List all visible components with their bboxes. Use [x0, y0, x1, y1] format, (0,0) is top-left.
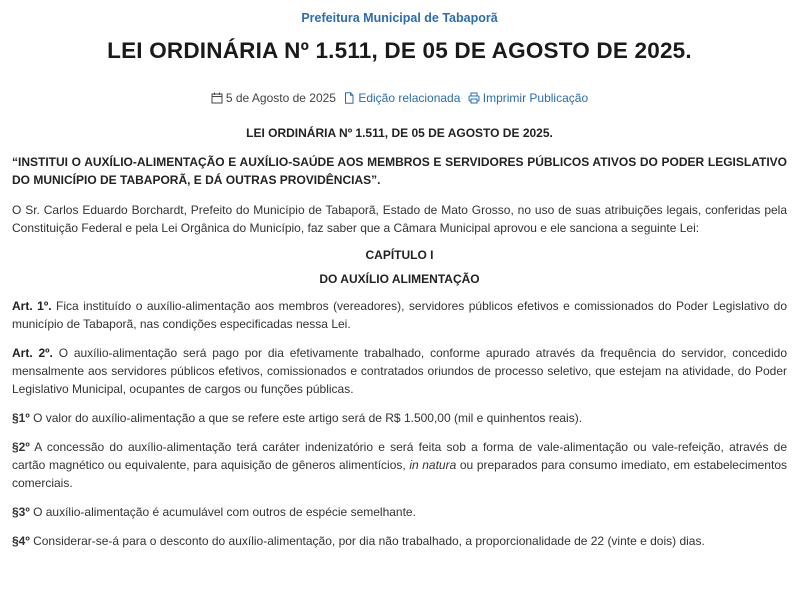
law-heading: LEI ORDINÁRIA Nº 1.511, DE 05 DE AGOSTO DE 2025. [246, 126, 553, 140]
paragraph-1-label: §1º [12, 411, 30, 425]
publication-meta [12, 91, 787, 107]
article-2-label: Art. 2º. [12, 346, 53, 360]
organization-name: Prefeitura Municipal de Tabaporã [301, 11, 498, 25]
related-edition-link[interactable] [343, 91, 460, 105]
chapter-title: DO AUXÍLIO ALIMENTAÇÃO [319, 272, 480, 286]
paragraph-2-text-b: ou preparados para consumo imediato, em estabelecimentos comerciais. [12, 458, 787, 490]
paragraph-1-text: O valor do auxílio-alimentação a que se refere este artigo será de R$ 1.500,00 (mil e quinhentos reais). [29, 411, 583, 425]
paragraph-2-text-a: A concessão do auxílio-alimentação terá caráter indenizatório e será feita sob a forma de vale-alimentação ou vale-refeição, através de cartão magnético ou equivalente, para aquisição de gêneros alimentícios, [12, 440, 787, 472]
paragraph-2 [12, 438, 787, 492]
paragraph-3-label: §3º [12, 505, 30, 519]
paragraph-2-italic: in natura [409, 458, 457, 472]
calendar-icon [211, 92, 223, 104]
page-title: LEI ORDINÁRIA Nº 1.511, DE 05 DE AGOSTO DE 2025. [107, 38, 692, 63]
publication-date [211, 91, 336, 105]
publication-date-text: 5 de Agosto de 2025 [225, 91, 336, 105]
article-1-label: Art. 1º. [12, 299, 52, 313]
paragraph-3-text: O auxílio-alimentação é acumulável com outros de espécie semelhante. [29, 505, 416, 519]
article-2-text: O auxílio-alimentação será pago por dia efetivamente trabalhado, conforme apurado através da frequência do servidor, concedido mensalmente aos servidores públicos efetivos, comissionados e contratados oriundos de processo seletivo, que estejam na atividade, do Poder Legislativo Municipal, ocupantes de cargos ou funções públicas. [12, 346, 787, 396]
document-icon [343, 92, 355, 104]
print-publication-label: Imprimir Publicação [482, 91, 589, 105]
law-preamble: O Sr. Carlos Eduardo Borchardt, Prefeito do Município de Tabaporã, Estado de Mato Grosso, no uso de suas atribuições legais, conferidas pela Constituição Federal e pela Lei Orgânica do Município, faz saber que a Câmara Municipal aprovou e ele sanciona a seguinte Lei: [12, 203, 787, 235]
paragraph-3 [12, 503, 787, 521]
paragraph-4 [12, 532, 787, 550]
article-1 [12, 297, 787, 333]
paragraph-1 [12, 409, 787, 427]
paragraph-4-text: Considerar-se-á para o desconto do auxílio-alimentação, por dia não trabalhado, a proporcionalidade de 22 (vinte e dois) dias. [29, 534, 705, 548]
paragraph-4-label: §4º [12, 534, 30, 548]
paragraph-2-label: §2º [12, 440, 30, 454]
chapter-number: CAPÍTULO I [365, 248, 434, 262]
article-1-text: Fica instituído o auxílio-alimentação aos membros (vereadores), servidores públicos efetivos e comissionados do Poder Legislativo do município de Tabaporã, nas condições especificadas nessa Lei. [12, 299, 787, 331]
printer-icon [468, 92, 480, 104]
law-ementa: “INSTITUI O AUXÍLIO-ALIMENTAÇÃO E AUXÍLIO-SAÚDE AOS MEMBROS E SERVIDORES PÚBLICOS ATIVOS DO PODER LEGISLATIVO DO MUNICÍPIO DE TABAPORÃ, E DÁ OUTRAS PROVIDÊNCIAS”. [12, 155, 787, 187]
print-publication-link[interactable] [468, 91, 588, 105]
article-2 [12, 344, 787, 398]
related-edition-label: Edição relacionada [358, 91, 461, 105]
